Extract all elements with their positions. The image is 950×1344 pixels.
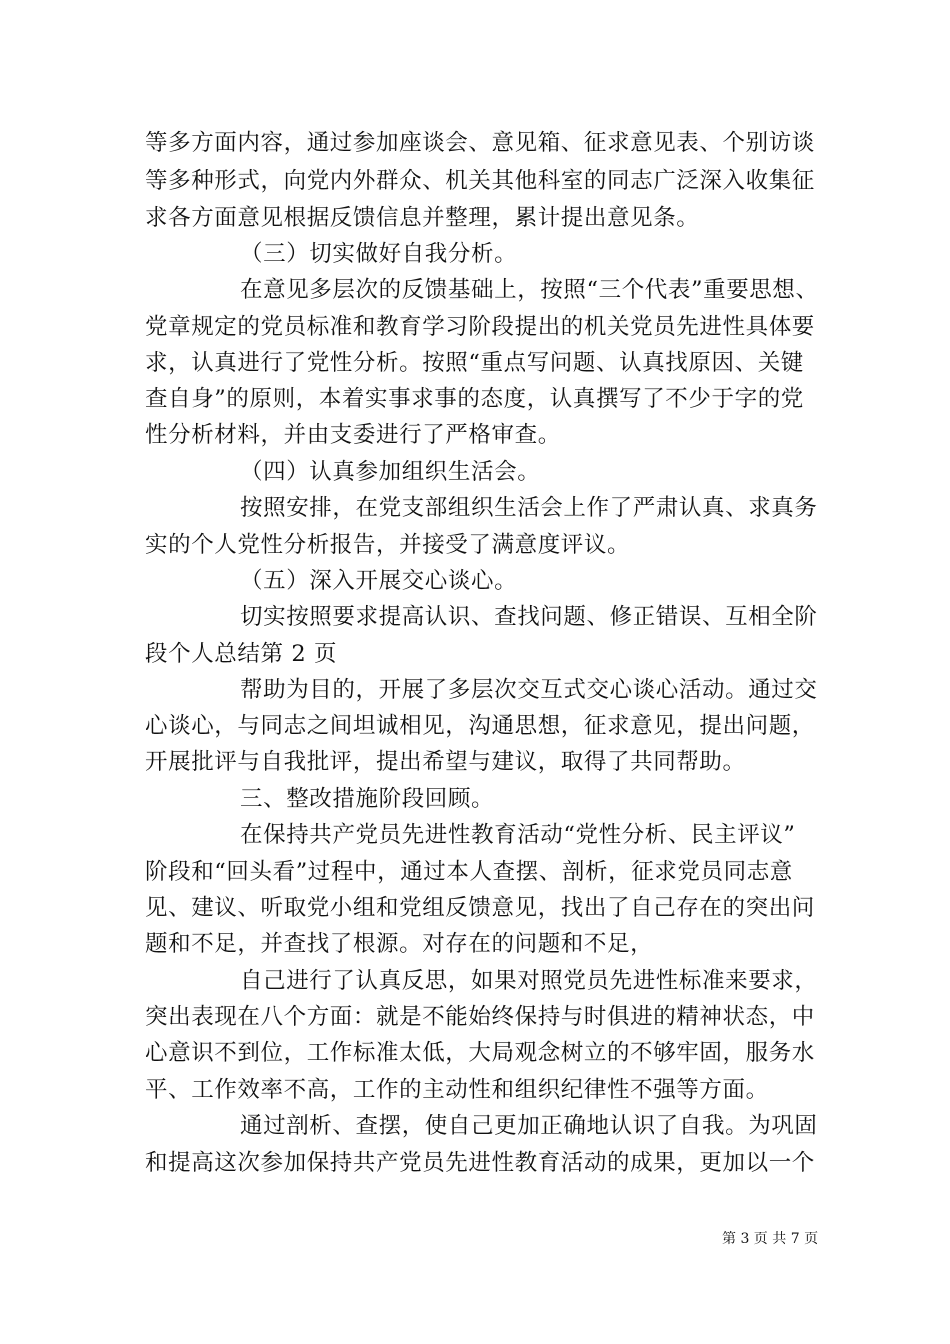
text-line: 性分析材料，并由支委进行了严格审查。 bbox=[145, 422, 561, 448]
section-heading: （三）切实做好自我分析。 bbox=[240, 241, 518, 267]
text-line: 心意识不到位，工作标准太低，大局观念树立的不够牢固，服务水 bbox=[145, 1040, 815, 1066]
text-line: 等多方面内容，通过参加座谈会、意见箱、征求意见表、个别访谈 bbox=[145, 130, 815, 156]
text-line: 在意见多层次的反馈基础上，按照“三个代表”重要思想、 bbox=[240, 277, 819, 303]
section-heading: （四）认真参加组织生活会。 bbox=[240, 459, 541, 485]
text-line: 党章规定的党员标准和教育学习阶段提出的机关党员先进性具体要 bbox=[145, 314, 815, 340]
text-line: 阶段和“回头看”过程中，通过本人查摆、剖析，征求党员同志意 bbox=[145, 859, 793, 885]
text-line: 在保持共产党员先进性教育活动“党性分析、民主评议” bbox=[240, 822, 796, 848]
section-heading: （五）深入开展交心谈心。 bbox=[240, 568, 518, 594]
text-line: 按照安排，在党支部组织生活会上作了严肃认真、求真务 bbox=[240, 495, 818, 521]
text-line: 段个人总结第 2 页 bbox=[145, 641, 338, 667]
text-line: 帮助为目的，开展了多层次交互式交心谈心活动。通过交 bbox=[240, 677, 818, 703]
text-line: 开展批评与自我批评，提出希望与建议，取得了共同帮助。 bbox=[145, 749, 746, 775]
text-line: 突出表现在八个方面：就是不能始终保持与时俱进的精神状态，中 bbox=[145, 1004, 815, 1030]
text-line: 实的个人党性分析报告，并接受了满意度评议。 bbox=[145, 532, 631, 558]
text-line: 平、工作效率不高，工作的主动性和组织纪律性不强等方面。 bbox=[145, 1077, 769, 1103]
text-line: 切实按照要求提高认识、查找问题、修正错误、互相全阶 bbox=[240, 604, 818, 630]
text-line: 见、建议、听取党小组和党组反馈意见，找出了自己存在的突出问 bbox=[145, 895, 815, 921]
text-line: 和提高这次参加保持共产党员先进性教育活动的成果，更加以一个 bbox=[145, 1150, 815, 1176]
text-line: 自己进行了认真反思，如果对照党员先进性标准来要求， bbox=[240, 968, 818, 994]
text-line: 通过剖析、查摆，使自己更加正确地认识了自我。为巩固 bbox=[240, 1113, 818, 1139]
text-line: 求，认真进行了党性分析。按照“重点写问题、认真找原因、关键 bbox=[145, 350, 804, 376]
text-line: 等多种形式，向党内外群众、机关其他科室的同志广泛深入收集征 bbox=[145, 168, 815, 194]
section-heading: 三、整改措施阶段回顾。 bbox=[240, 786, 495, 812]
text-line: 题和不足，并查找了根源。对存在的问题和不足， bbox=[145, 931, 654, 957]
page-number: 第 3 页 共 7 页 bbox=[722, 1231, 819, 1247]
text-line: 心谈心，与同志之间坦诚相见，沟通思想，征求意见，提出问题， bbox=[145, 713, 815, 739]
text-line: 求各方面意见根据反馈信息并整理，累计提出意见条。 bbox=[145, 205, 700, 231]
text-line: 查自身”的原则，本着实事求事的态度，认真撰写了不少于字的党 bbox=[145, 386, 804, 412]
